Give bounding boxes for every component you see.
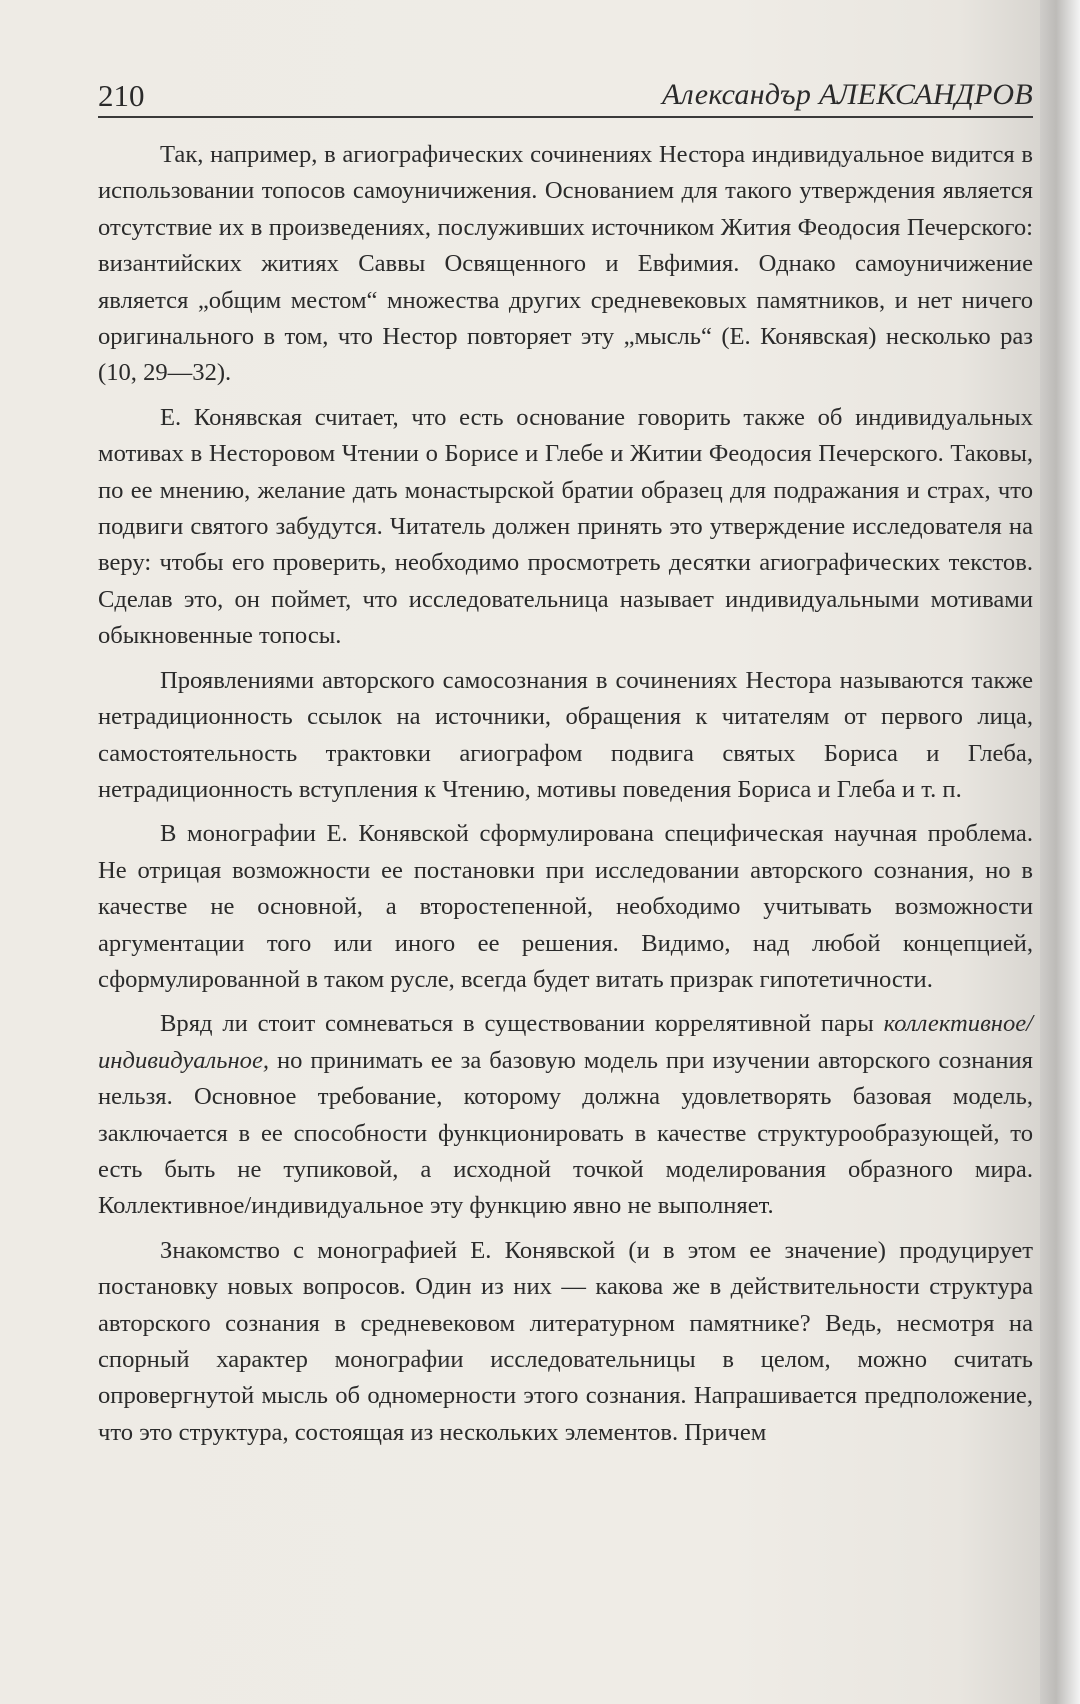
- paragraph-5-italic-term: коллективное/индивидуальное,: [98, 1010, 1033, 1074]
- paragraph-3: Проявлениями авторского самосознания в сочинениях Нестора называются также нетрадиционность ссылок на источники, обращения к читателям от первого лица, самостоятельность трактовки агиографом подвига святых Бориса и Глеба, нетрадиционность вступления к Чтению, мотивы поведения Бориса и Глеба и т. п.: [98, 666, 1033, 803]
- paragraph-6: Знакомство с монографией Е. Конявской (и в этом ее значение) продуцирует постановку новых вопросов. Один из них — какова же в действительности структура авторского сознания в средневековом литературном памятнике? Ведь, несмотря на спорный характер монографии исследовательницы в целом, можно считать опровергнутой мысль об одномерности этого сознания. Напрашивается предположение, что это структура, состоящая из нескольких элементов. Причем: [98, 1236, 1033, 1446]
- paragraph-2: Е. Конявская считает, что есть основание говорить также об индивидуальных мотивах в Несторовом Чтении о Борисе и Глебе и Житии Феодосия Печерского. Таковы, по ее мнению, желание дать монастырской братии образец для подражания и страх, что подвиги святого забудутся. Читатель должен принять это утверждение исследователя на веру: чтобы его проверить, необходимо просмотреть десятки агиографических текстов. Сделав это, он поймет, что исследовательница называет индивидуальными мотивами обыкновенные топосы.: [98, 403, 1033, 650]
- page-number: 210: [98, 78, 145, 113]
- paragraph-4: В монографии Е. Конявской сформулирована специфическая научная проблема. Не отрицая возможности ее постановки при исследовании авторского сознания, но в качестве не основной, а второстепенной, необходимо учитывать возможности аргументации того или иного ее решения. Видимо, над любой концепцией, сформулированной в таком русле, всегда будет витать призрак гипотетичности.: [98, 820, 1033, 993]
- paragraph-5-lead: Вряд ли стоит сомневаться в существовании коррелятивной пары: [160, 1010, 884, 1038]
- paragraph-1: Так, например, в агиографических сочинениях Нестора индивидуальное видится в использовании топосов самоуничижения. Основанием для такого утверждения является отсутствие их в произведениях, послуживших источником Жития Феодосия Печерского: византийских житиях Саввы Освященного и Евфимия. Однако самоуничижение является „общим местом“ множества других средневековых памятников, и нет ничего оригинального в том, что Нестор повторяет эту „мысль“ (Е. Конявская) несколько раз (10, 29—32).: [98, 141, 1033, 387]
- paragraph-5: [98, 1006, 1033, 1224]
- page-header: [98, 70, 1033, 118]
- running-head: Александър АЛЕКСАНДРОВ: [662, 78, 1033, 111]
- page-edge-shadow: [1040, 0, 1080, 1704]
- paragraph-5-rest: но принимать ее за базовую модель при изучении авторского сознания нельзя. Основное требование, которому должна удовлетворять базовая модель, заключается в ее способности функционировать в качестве структурообразующей, то есть быть не тупиковой, а исходной точкой моделирования образного мира. Коллективное/индивидуальное эту функцию явно не выполняет.: [98, 1046, 1033, 1220]
- body-text: [98, 137, 1033, 1459]
